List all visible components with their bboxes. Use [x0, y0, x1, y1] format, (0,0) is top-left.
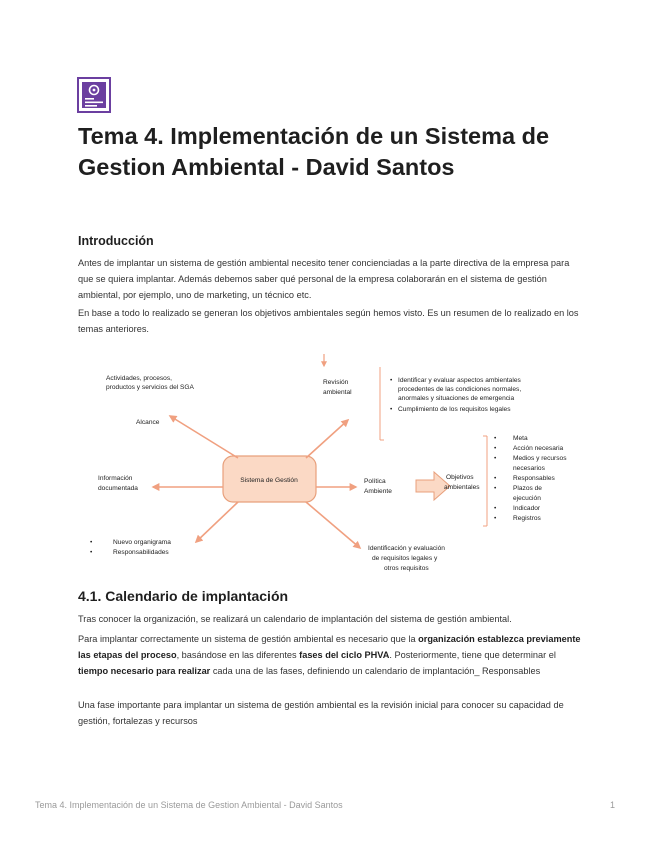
section-heading-4-1: 4.1. Calendario de implantación: [78, 588, 289, 604]
objetivos-item: Meta: [513, 435, 528, 442]
diagram-center: Sistema de Gestión: [240, 477, 298, 484]
intro-paragraph-1: Antes de implantar un sistema de gestión ambiental necesito tener concienciadas a la parte directiva de la empresa para que se quiera implantar. Además debemos saber qué personal de la empresa colaborarán en el sistema de gestión ambiental, por ejemplo, uno de marketing, un técnico etc.: [78, 258, 570, 300]
objetivos-bullet: •: [494, 485, 497, 492]
section-paragraph-1: Tras conocer la organización, se realizará un calendario de implantación del sistema de gestión ambiental.: [78, 614, 512, 624]
objetivos-item: Acción necesaria: [513, 445, 564, 452]
label-responsabilidades: Responsabilidades: [113, 549, 169, 556]
label-informacion-2: documentada: [98, 485, 138, 492]
section-paragraph-2: Para implantar correctamente un sistema de gestión ambiental es necesario que la organización establezca previamente las etapas del proceso, basándose en las diferentes fases del ciclo PHVA. Posteriormente, tiene que determinar el tiempo necesario para realizar cada una de las fases, definiendo un calendario de implantación_ Responsables: [78, 634, 581, 676]
page-footer: [35, 800, 615, 810]
svg-text:•: •: [90, 549, 93, 556]
objetivos-item: Responsables: [513, 475, 555, 482]
footer-text: Tema 4. Implementación de un Sistema de Gestion Ambiental - David Santos: [35, 800, 343, 810]
objetivos-bullet: •: [494, 505, 497, 512]
intro-heading: Introducción: [78, 234, 154, 248]
label-politica-2: Ambiente: [364, 488, 392, 495]
objetivos-bullet: •: [494, 435, 497, 442]
svg-text:•: •: [390, 377, 393, 384]
objetivos-bullet: •: [494, 475, 497, 482]
label-identificacion-2: de requisitos legales y: [372, 555, 438, 562]
objetivos-item: Registros: [513, 515, 541, 522]
svg-text:•: •: [390, 406, 393, 413]
label-actividades-1: Actividades, procesos,: [106, 375, 172, 382]
intro-paragraph-2: En base a todo lo realizado se generan los objetivos ambientales según hemos visto. Es un resumen de lo realizado en los temas anteriores.: [78, 308, 579, 334]
arrow-organigrama: [196, 502, 238, 542]
label-alcance: Alcance: [136, 419, 160, 426]
arrow-alcance: [170, 416, 238, 458]
objetivos-bullet: •: [494, 445, 497, 452]
page-title: Tema 4. Implementación de un Sistema de Gestion Ambiental - David Santos: [78, 123, 550, 180]
label-informacion-1: Información: [98, 475, 133, 482]
objetivos-item: Medios y recursos: [513, 455, 567, 462]
label-revision-1: Revisión: [323, 379, 349, 386]
section-paragraph-3: Una fase importante para implantar un sistema de gestión ambiental es la revisión inicial para conocer su capacidad de gestión, fortalezas y recursos: [78, 700, 564, 726]
objetivos-bullet: •: [494, 455, 497, 462]
rev-bullet-1b: procedentes de las condiciones normales,: [398, 386, 522, 393]
arrow-revision: [306, 420, 348, 458]
objetivos-item: ejecución: [513, 495, 541, 502]
document-settings-icon: [77, 77, 111, 113]
rev-bullet-1c: anormales y situaciones de emergencia: [398, 395, 515, 402]
label-revision-2: ambiental: [323, 389, 352, 396]
label-organigrama: Nuevo organigrama: [113, 539, 171, 546]
objetivos-list: [494, 435, 567, 522]
objetivos-item: necesarios: [513, 465, 545, 472]
label-objetivos-2: ambientales: [444, 484, 480, 491]
objetivos-bullet: •: [494, 515, 497, 522]
svg-text:•: •: [90, 539, 93, 546]
rev-bullet-2: Cumplimiento de los requisitos legales: [398, 406, 511, 413]
arrow-requisitos: [306, 502, 360, 548]
label-identificacion-1: Identificación y evaluación: [368, 545, 445, 552]
label-actividades-2: productos y servicios del SGA: [106, 384, 194, 391]
rev-bullet-1a: Identificar y evaluar aspectos ambientales: [398, 377, 521, 384]
label-objetivos-1: Objetivos: [446, 474, 474, 481]
sga-diagram: [78, 352, 593, 582]
objetivos-item: Plazos de: [513, 485, 542, 492]
page-number: 1: [609, 800, 615, 810]
label-identificacion-3: otros requisitos: [384, 565, 429, 572]
objetivos-item: Indicador: [513, 505, 541, 512]
label-politica-1: Política: [364, 478, 386, 485]
